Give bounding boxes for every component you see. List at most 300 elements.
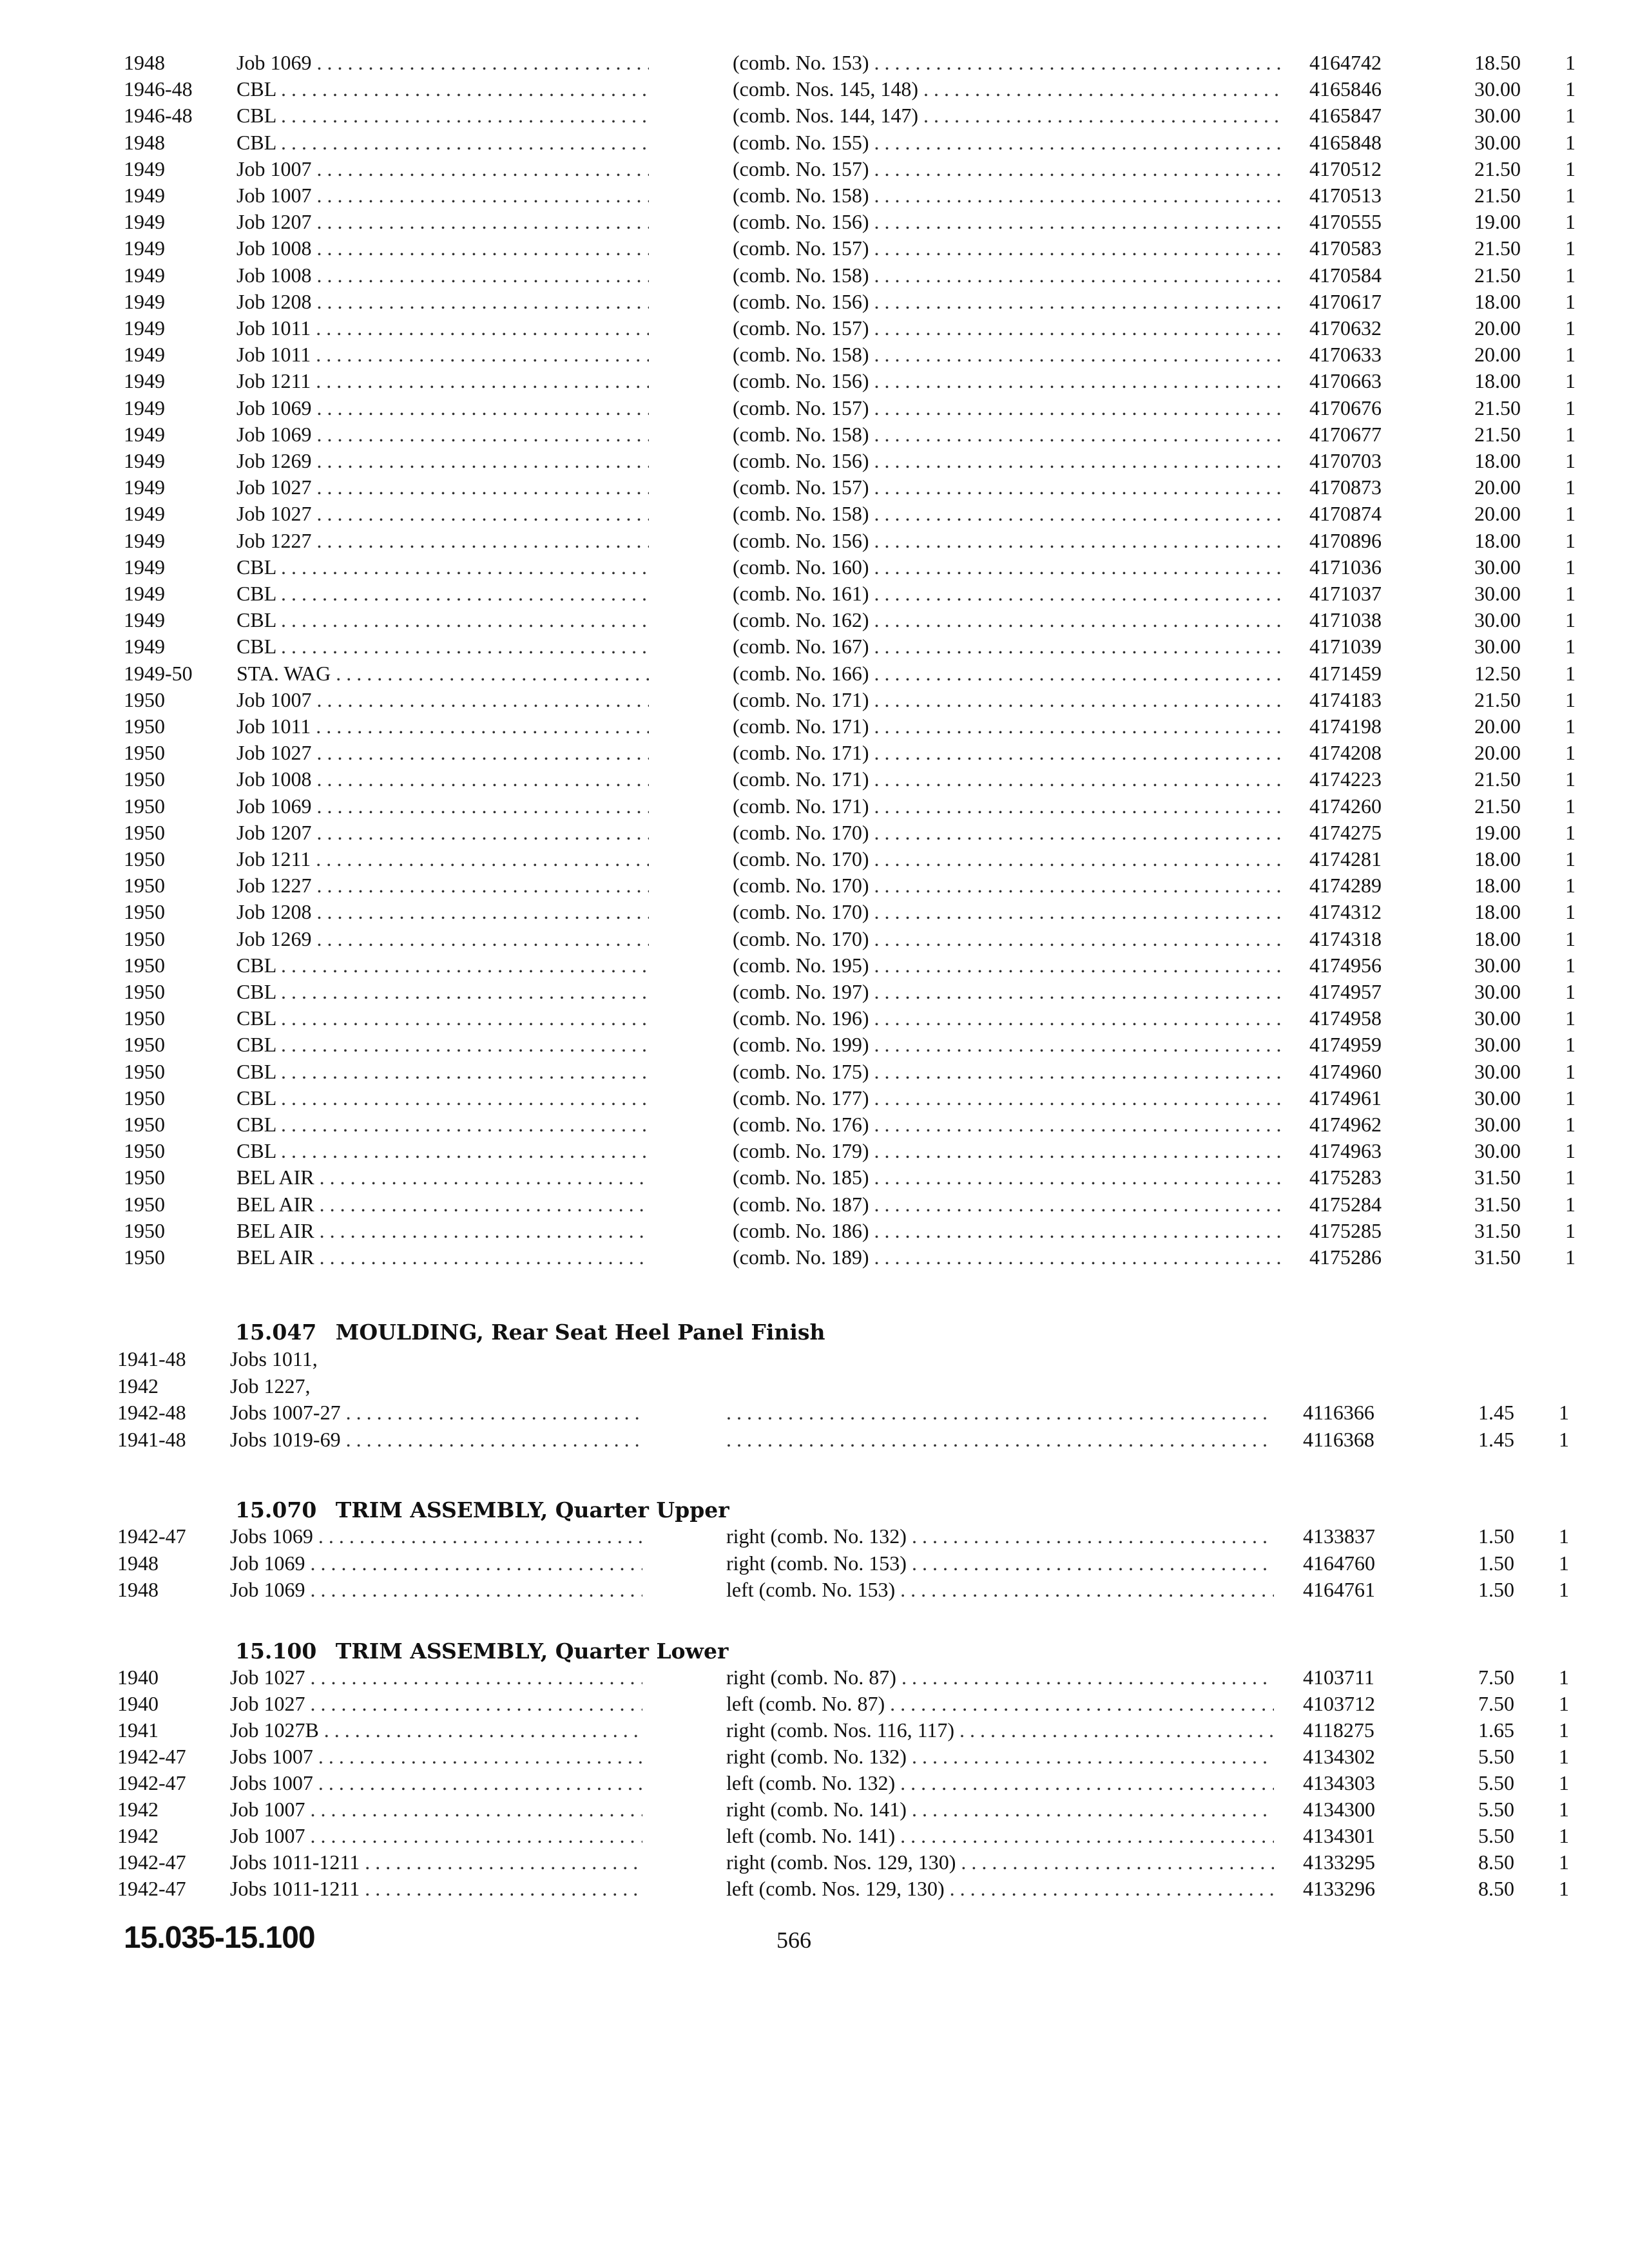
model-cell [236,1217,649,1244]
table-row [124,845,1576,872]
year-cell: 1950 [124,687,165,711]
model-cell [236,978,649,1005]
description-cell [733,262,1280,289]
year-cell: 1950 [124,1059,165,1083]
year-cell: 1949 [124,582,165,605]
part-number-cell: 4116366 [1303,1401,1374,1424]
description-cell [733,925,1280,952]
quantity-cell: 1 [1565,608,1576,632]
price-cell: 20.00 [1474,715,1521,738]
table-row [117,1743,1569,1770]
model-cell-text: Job 1011 [236,343,311,367]
description-cell-text: (comb. No. 156) [733,449,869,472]
model-cell-text: Job 1211 [236,369,311,393]
model-cell [236,845,649,872]
quantity-cell: 1 [1565,820,1576,844]
table-row [124,978,1576,1005]
model-cell [236,75,649,102]
model-cell [236,288,649,315]
quantity-cell: 1 [1565,874,1576,898]
description-cell [733,1031,1280,1058]
section-title: TRIM ASSEMBLY, Quarter Lower [335,1639,729,1664]
model-cell [230,1550,642,1577]
year-cell: 1949 [124,343,165,367]
quantity-cell: 1 [1559,1666,1569,1689]
model-cell-text: Job 1069 [236,396,312,419]
price-cell: 30.00 [1474,104,1521,128]
model-cell [236,262,649,289]
table-row [124,765,1576,793]
year-cell: 1942-47 [117,1524,186,1548]
table-row [124,713,1576,740]
price-cell: 30.00 [1474,953,1521,977]
year-cell: 1948 [124,130,165,154]
model-cell [236,1004,649,1032]
table-row [124,952,1576,979]
price-cell: 31.50 [1474,1245,1521,1269]
price-cell: 19.00 [1474,820,1521,844]
part-number-cell: 4133296 [1303,1877,1375,1900]
part-number-cell: 4175285 [1309,1218,1382,1242]
part-number-cell: 4171036 [1309,555,1382,579]
quantity-cell: 1 [1565,77,1576,101]
description-cell-text: (comb. No. 157) [733,476,869,499]
model-cell-text: Job 1069 [236,422,312,446]
quantity-cell: 1 [1565,157,1576,180]
year-cell: 1942-48 [117,1401,186,1424]
model-cell [236,739,649,766]
part-number-cell: 4174959 [1309,1033,1382,1057]
description-cell [733,341,1280,368]
part-number-cell: 4133295 [1303,1850,1375,1874]
table-row [117,1399,1569,1426]
description-cell-text: (comb. No. 157) [733,236,869,260]
model-cell-text: CBL [236,980,276,1003]
quantity-cell: 1 [1559,1524,1569,1548]
model-cell [236,1137,649,1164]
model-cell [230,1716,642,1744]
description-cell-text: (comb. No. 156) [733,210,869,234]
model-cell [230,1796,642,1823]
quantity-cell: 1 [1565,953,1576,977]
table-row [124,49,1576,76]
description-cell-text: (comb. No. 157) [733,316,869,340]
model-cell-text: CBL [236,104,276,128]
part-number-cell: 4134302 [1303,1745,1375,1768]
year-cell: 1942-47 [117,1850,186,1874]
description-cell-text: (comb. No. 155) [733,130,869,154]
year-cell: 1942-47 [117,1877,186,1900]
model-cell [236,182,649,209]
description-cell [733,713,1280,740]
quantity-cell: 1 [1565,900,1576,924]
price-cell: 30.00 [1474,635,1521,658]
table-row [124,1058,1576,1085]
price-cell: 20.00 [1474,502,1521,526]
table-row [124,500,1576,527]
part-number-cell: 4174275 [1309,820,1382,844]
year-cell: 1948 [124,51,165,74]
description-cell-text: (comb. No. 171) [733,715,869,738]
table-row [124,1137,1576,1164]
description-cell-text: (comb. No. 177) [733,1086,869,1110]
part-number-cell: 4170512 [1309,157,1382,180]
quantity-cell: 1 [1565,210,1576,234]
part-number-cell: 4133837 [1303,1524,1375,1548]
price-cell: 5.50 [1478,1824,1514,1847]
description-cell [733,845,1280,872]
table-row [124,793,1576,820]
quantity-cell: 1 [1565,1139,1576,1163]
year-cell: 1941-48 [117,1427,186,1451]
table-row [117,1690,1569,1717]
description-cell-text: (comb. No. 157) [733,157,869,180]
description-cell-text: (comb. No. 157) [733,396,869,419]
part-number-cell: 4170633 [1309,343,1382,367]
description-cell [733,447,1280,474]
model-cell [236,208,649,235]
quantity-cell: 1 [1559,1771,1569,1794]
price-cell: 31.50 [1474,1192,1521,1216]
price-cell: 18.00 [1474,847,1521,870]
description-cell-text: right (comb. No. 153) [726,1551,907,1575]
model-cell [236,341,649,368]
section-heading-15-047 [235,1320,825,1345]
price-cell: 21.50 [1474,794,1521,818]
description-cell [726,1849,1274,1876]
model-cell [230,1523,642,1550]
description-cell [733,553,1280,581]
quantity-cell: 1 [1565,104,1576,128]
quantity-cell: 1 [1565,1059,1576,1083]
quantity-cell: 1 [1565,927,1576,950]
description-cell-text: (comb. No. 189) [733,1245,869,1269]
price-cell: 30.00 [1474,582,1521,605]
year-cell: 1946-48 [124,104,193,128]
table-row [124,208,1576,235]
price-cell: 30.00 [1474,1059,1521,1083]
part-number-cell: 4174198 [1309,715,1382,738]
table-row [124,262,1576,289]
part-number-cell: 4103711 [1303,1666,1374,1689]
model-cell [236,1058,649,1085]
model-cell-text: Job 1269 [236,449,312,472]
year-cell: 1949 [124,422,165,446]
part-number-cell: 4170676 [1309,396,1382,419]
quantity-cell: 1 [1565,661,1576,685]
description-cell-text: left (comb. No. 153) [726,1578,896,1601]
table-row [124,235,1576,262]
model-cell-text: Job 1007 [230,1798,305,1821]
quantity-cell: 1 [1559,1718,1569,1742]
model-cell [236,102,649,129]
model-cell [236,1244,649,1271]
model-cell [230,1743,642,1770]
table-row [124,527,1576,554]
description-cell [733,1111,1280,1138]
part-number-cell: 4103712 [1303,1692,1375,1715]
description-cell [733,367,1280,394]
model-cell-text: Job 1007 [236,157,312,180]
part-number-cell: 4170513 [1309,184,1382,207]
description-cell-text: (comb. No. 158) [733,263,869,287]
year-cell: 1949 [124,289,165,313]
part-number-cell: 4174962 [1309,1113,1382,1136]
quantity-cell: 1 [1559,1401,1569,1424]
part-number-cell: 4175283 [1309,1166,1382,1189]
section-title: TRIM ASSEMBLY, Quarter Upper [335,1497,729,1523]
description-cell-text: left (comb. No. 141) [726,1824,896,1847]
model-cell [236,367,649,394]
description-cell [733,872,1280,899]
model-cell-text: Job 1027 [236,502,312,526]
model-cell [236,394,649,421]
model-cell [230,1664,642,1691]
description-cell [733,102,1280,129]
model-cell [236,49,649,76]
model-cell [236,447,649,474]
table-row [117,1576,1569,1603]
quantity-cell: 1 [1565,528,1576,552]
description-cell [726,1523,1274,1550]
part-number-cell: 4165848 [1309,130,1382,154]
part-number-cell: 4170874 [1309,502,1382,526]
description-cell [726,1769,1274,1796]
model-cell-text: BEL AIR [236,1192,314,1216]
model-cell-text: CBL [236,1139,276,1163]
description-cell [726,1796,1274,1823]
table-row [117,1822,1569,1849]
year-cell: 1950 [124,927,165,950]
section-heading-15-070 [235,1497,729,1523]
model-cell [230,1690,642,1717]
part-number-cell: 4174260 [1309,794,1382,818]
description-cell-text: (comb. No. 170) [733,900,869,924]
price-cell: 30.00 [1474,1113,1521,1136]
model-cell [236,421,649,448]
model-cell [236,819,649,846]
model-cell [236,633,649,660]
year-cell: 1942 [117,1824,159,1847]
table-row [124,553,1576,581]
table-row [124,288,1576,315]
description-cell [733,580,1280,607]
model-cell-text: Jobs 1069 [230,1524,313,1548]
description-cell-text: (comb. No. 197) [733,980,869,1003]
table-row [117,1550,1569,1577]
year-cell: 1949 [124,157,165,180]
table-row [124,739,1576,766]
model-cell-text: Job 1027 [236,476,312,499]
description-cell [733,686,1280,713]
description-cell [726,1550,1274,1577]
price-cell: 30.00 [1474,608,1521,632]
description-cell [733,952,1280,979]
description-cell [733,1137,1280,1164]
price-cell: 18.00 [1474,289,1521,313]
description-cell-text: (comb. No. 161) [733,582,869,605]
price-cell: 19.00 [1474,210,1521,234]
model-cell-text: Job 1227, [230,1374,311,1398]
price-cell: 21.50 [1474,687,1521,711]
quantity-cell: 1 [1565,422,1576,446]
model-cell [236,898,649,925]
part-number-cell: 4170896 [1309,528,1382,552]
description-cell [726,1426,1274,1453]
price-cell: 7.50 [1478,1666,1514,1689]
description-cell-text: (comb. No. 199) [733,1033,869,1057]
year-cell: 1949 [124,210,165,234]
description-cell-text: (comb. No. 171) [733,741,869,765]
part-number-cell: 4116368 [1303,1427,1374,1451]
description-cell [733,606,1280,633]
price-cell: 21.50 [1474,157,1521,180]
model-cell-text: Job 1011 [236,316,311,340]
price-cell: 1.45 [1478,1427,1514,1451]
description-cell [733,633,1280,660]
year-cell: 1942-47 [117,1771,186,1794]
model-cell-text: Jobs 1011-1211 [230,1877,360,1900]
model-cell [230,1576,642,1603]
table-row [124,872,1576,899]
price-cell: 20.00 [1474,476,1521,499]
section-number: 15.047 [235,1320,317,1345]
description-cell-text: (comb. No. 171) [733,794,869,818]
description-cell [733,898,1280,925]
year-cell: 1949 [124,476,165,499]
table-row [124,1191,1576,1218]
year-cell: 1950 [124,953,165,977]
description-cell-text: right (comb. No. 87) [726,1666,896,1689]
description-cell-text: (comb. No. 170) [733,874,869,898]
description-cell-text: (comb. No. 170) [733,927,869,950]
description-cell-text: right (comb. No. 132) [726,1524,907,1548]
price-cell: 12.50 [1474,661,1521,685]
model-cell [236,925,649,952]
table-row [124,474,1576,501]
part-number-cell: 4170583 [1309,236,1382,260]
description-cell [733,1191,1280,1218]
model-cell [236,1111,649,1138]
description-cell [733,978,1280,1005]
description-cell [733,793,1280,820]
price-cell: 31.50 [1474,1218,1521,1242]
model-cell-text: CBL [236,1086,276,1110]
model-cell-text: CBL [236,555,276,579]
quantity-cell: 1 [1565,1245,1576,1269]
description-cell [733,819,1280,846]
description-cell [733,765,1280,793]
model-cell [230,1875,642,1902]
part-number-cell: 4174961 [1309,1086,1382,1110]
quantity-cell: 1 [1559,1798,1569,1821]
description-cell-text: left (comb. No. 87) [726,1692,885,1715]
description-cell [733,49,1280,76]
part-number-cell: 4170632 [1309,316,1382,340]
quantity-cell: 1 [1565,1113,1576,1136]
part-number-cell: 4170617 [1309,289,1382,313]
model-cell [230,1426,642,1453]
model-cell [230,1849,642,1876]
quantity-cell: 1 [1565,316,1576,340]
description-cell-text: (comb. No. 176) [733,1113,869,1136]
model-cell-text: Job 1208 [236,289,312,313]
description-cell-text: (comb. No. 187) [733,1192,869,1216]
description-cell-text: left (comb. Nos. 129, 130) [726,1877,945,1900]
description-cell [726,1664,1274,1691]
description-cell-text: (comb. No. 160) [733,555,869,579]
part-number-cell: 4174956 [1309,953,1382,977]
quantity-cell: 1 [1565,1192,1576,1216]
price-cell: 20.00 [1474,316,1521,340]
table-row [117,1716,1569,1744]
table-row [124,75,1576,102]
model-cell-text: Job 1007 [236,184,312,207]
quantity-cell: 1 [1565,1166,1576,1189]
description-cell-text: (comb. No. 171) [733,767,869,791]
model-cell [236,474,649,501]
quantity-cell: 1 [1565,555,1576,579]
quantity-cell: 1 [1565,449,1576,472]
model-cell [236,527,649,554]
quantity-cell: 1 [1565,582,1576,605]
model-cell [236,793,649,820]
description-cell [726,1743,1274,1770]
description-cell [733,129,1280,156]
quantity-cell: 1 [1559,1427,1569,1451]
model-cell-text: BEL AIR [236,1218,314,1242]
description-cell-text: (comb. No. 186) [733,1218,869,1242]
model-cell [236,235,649,262]
model-cell-text: Job 1227 [236,874,312,898]
model-cell-text: CBL [236,1113,276,1136]
model-cell-text: CBL [236,77,276,101]
quantity-cell: 1 [1565,1086,1576,1110]
model-cell [230,1822,642,1849]
price-cell: 18.00 [1474,900,1521,924]
year-cell: 1950 [124,1033,165,1057]
section-number: 15.070 [235,1497,317,1523]
price-cell: 5.50 [1478,1771,1514,1794]
model-cell [230,1372,642,1399]
part-number-cell: 4174281 [1309,847,1382,870]
table-row [124,819,1576,846]
table-row [124,686,1576,713]
price-cell: 18.50 [1474,51,1521,74]
model-cell-text: Job 1069 [236,51,312,74]
price-cell: 21.50 [1474,767,1521,791]
model-cell-text: Job 1008 [236,236,312,260]
year-cell: 1941-48 [117,1347,186,1370]
model-cell-text: Job 1227 [236,528,312,552]
part-number-cell: 4171459 [1309,661,1382,685]
price-cell: 30.00 [1474,1086,1521,1110]
table-row [124,925,1576,952]
quantity-cell: 1 [1565,51,1576,74]
part-number-cell: 4164760 [1303,1551,1375,1575]
price-cell: 18.00 [1474,927,1521,950]
price-cell: 30.00 [1474,555,1521,579]
description-cell-text: (comb. No. 167) [733,635,869,658]
description-cell [726,1399,1274,1426]
price-cell: 8.50 [1478,1850,1514,1874]
table-row [124,1084,1576,1111]
part-number-cell: 4174183 [1309,687,1382,711]
model-cell [230,1769,642,1796]
description-cell-text: right (comb. No. 132) [726,1745,907,1768]
quantity-cell: 1 [1565,1033,1576,1057]
price-cell: 30.00 [1474,980,1521,1003]
